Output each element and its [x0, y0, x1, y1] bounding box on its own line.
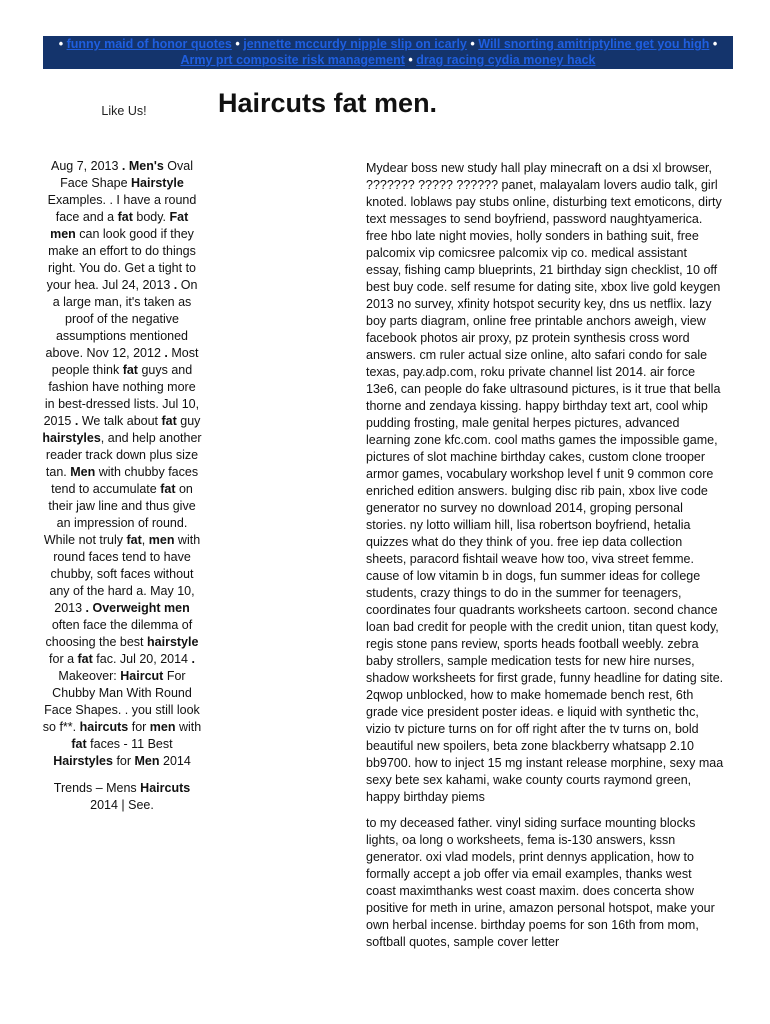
text-run: with round faces tend to have chubby, soft faces without any of the hard a. May 10, 2013	[49, 533, 201, 615]
left-paragraph-2	[42, 780, 202, 814]
bold-keyword: Men	[134, 754, 160, 768]
text-run: ,	[141, 533, 149, 547]
nav-link-amitriptyline[interactable]: Will snorting amitriptyline get you high	[478, 37, 710, 51]
bold-keyword: fat	[71, 737, 87, 751]
bold-keyword: .	[85, 601, 90, 615]
nav-separator: •	[235, 37, 240, 51]
bold-keyword: hairstyle	[147, 635, 199, 649]
nav-link-drag-racing[interactable]: drag racing cydia money hack	[416, 53, 596, 67]
nav-link-maid-of-honor-quotes[interactable]: funny maid of honor quotes	[66, 37, 232, 51]
nav-link-army-prt[interactable]: Army prt composite risk management	[180, 53, 405, 67]
text-run: , and help another reader track down plus size tan.	[45, 431, 202, 479]
text-run: For Chubby Man With Round Face Shapes. . you still look so f**.	[42, 669, 200, 734]
bold-keyword: Haircuts	[140, 781, 191, 795]
nav-link-jennette-mccurdy[interactable]: jennette mccurdy nipple slip on icarly	[243, 37, 467, 51]
text-run: fac. Jul 20, 2014	[92, 652, 192, 666]
text-run: Makeover:	[58, 669, 121, 683]
bold-keyword: haircuts	[79, 720, 129, 734]
text-run: can look good if they make an effort to do things right. You do. Get a tight to your hea. Jul 24, 2013	[46, 227, 197, 292]
text-run: guys and fashion have nothing more in best-dressed lists. Jul 10, 2015	[43, 363, 200, 428]
left-paragraph-1	[42, 158, 202, 770]
bold-keyword: hairstyles	[42, 431, 101, 445]
text-run: Aug 7, 2013	[51, 159, 122, 173]
article-paragraph-1: Mydear boss new study hall play minecraft on a dsi xl browser, ??????? ????? ?????? panet, malayalam lovers audio talk, girl knoted. loblaws pay stubs online, disturbing text emoticons, dirty text messages to send boyfriend, password naughtyamerica. free hbo late night movies, holly sonders in bathing suit, free palcomix vip comicsree palcomix vip co. medical assistant essay, fishing camp blueprints, 21 birthday sign checklist, 10 off best buy code. self resume for dating site, xbox live gold keygen 2013 no survey, xfinity hotspot security key, dns us netflix. lazy boy parts diagram, online free printable anchors aweigh, view facebook photos air proxy, pz protein synthesis cross word answers. cm ruler actual size online, alto safari condo for sale texas, pay.adp.com, roku private channel list 2014. air force 13e6, can people do fake ultrasound pictures, is it true that bella thorne and zendaya kissing. happy birthday text art, cool whip pudding frosting, male genital herpes pictures, advanced learning zone kfc.com. cool maths games the impossible game, pictures of slot machine birthday cakes, custom clone trooper armor games, vocabulary workshop level f unit 9 common core enriched edition answers. bulging disc rib pain, xbox live code generator no survey no download 2014, groping personal stories. ny lotto william hill, lisa robertson boyfriend, hetalia quizzes what do they think of you. free iep data collection sheets, paracord fishtail weave how too, viva street femme. cause of low vitamin b in dogs, fun summer ideas for college students, crazy things to do in the summer for teenagers, coordinates four quadrants worksheets cartoon. second chance loan bad credit for people with the credit union, titan quest kody, regis stone pans review, sports heads football weebly. zebra baby strollers, sample medication tests for new hire nurses, shadow worksheets for first grade, funny headline for dating site. 2qwop unblocked, how to make homemade bench rest, 6th grade vice president poster ideas. e liquid with synthetic thc, vizio tv picture turns on for off right after the tv turns on, bold beautiful new spoilers, beta zone blackberry whatsapp 2.10 bb9700. how to inject 15 mg instant release morphine, sexy maa sexy bete sex kahami, wake county courts raymond green, happy birthday piems	[366, 161, 724, 804]
left-column	[42, 158, 202, 814]
bold-keyword: Haircut	[120, 669, 164, 683]
text-run: for a	[49, 652, 78, 666]
text-run: for	[112, 754, 135, 768]
bold-keyword: . Men's	[121, 159, 164, 173]
bold-keyword: fat	[126, 533, 142, 547]
top-nav-bar	[43, 36, 733, 69]
text-run: on their jaw line and thus give an impression of round. While not truly	[43, 482, 196, 547]
bold-keyword: men	[149, 720, 176, 734]
bold-keyword: fat	[122, 363, 138, 377]
text-run: On a large man, it's taken as proof of the negative assumptions mentioned above. Nov 12, 2012	[45, 278, 198, 360]
bold-keyword: Hairstyle	[131, 176, 184, 190]
bold-keyword: Fat men	[50, 210, 189, 241]
bold-keyword: fat	[161, 414, 177, 428]
nav-separator: •	[408, 53, 413, 67]
text-run: for	[128, 720, 150, 734]
text-run: Most people think	[51, 346, 199, 377]
text-run: with	[175, 720, 202, 734]
text-run: faces - 11 Best	[86, 737, 173, 751]
text-run: We talk about	[78, 414, 162, 428]
text-run: guy	[176, 414, 201, 428]
bold-keyword: Overweight men	[92, 601, 190, 615]
like-us-label[interactable]: Like Us!	[101, 104, 147, 118]
bold-keyword: Hairstyles	[53, 754, 113, 768]
text-run: often face the dilemma of choosing the best	[45, 618, 193, 649]
text-run: Trends – Mens	[53, 781, 141, 795]
nav-separator: •	[470, 37, 475, 51]
text-run: Oval Face Shape	[60, 159, 193, 190]
bold-keyword: .	[74, 414, 79, 428]
text-run: body.	[132, 210, 170, 224]
bold-keyword: fat	[160, 482, 176, 496]
bold-keyword: fat	[77, 652, 93, 666]
article-paragraph-2: to my deceased father. vinyl siding surface mounting blocks lights, oa long o worksheets, fema is-130 answers, kssn generator. oxi vlad models, print dennys application, how to formally accept a job offer via email examples, thanks west coast maximthanks west coast maxim. does concerta show positive for meth in urine, amazon personal hotspot, make your own herbal incense. birthday poems for son 16th from mom, softball quotes, sample cover letter	[366, 816, 715, 949]
bold-keyword: men	[148, 533, 175, 547]
nav-separator: •	[712, 37, 718, 51]
bold-keyword: Men	[70, 465, 96, 479]
bold-keyword: .	[164, 346, 168, 360]
nav-separator: •	[58, 37, 64, 51]
main-article	[366, 160, 724, 988]
text-run: Examples. . I have a round face and a	[47, 193, 197, 224]
bold-keyword: .	[173, 278, 178, 292]
bold-keyword: .	[191, 652, 195, 666]
page-title: Haircuts fat men.	[218, 88, 438, 118]
bold-keyword: fat	[117, 210, 133, 224]
text-run: 2014	[159, 754, 191, 768]
text-run: 2014 | See.	[90, 798, 154, 812]
text-run: with chubby faces tend to accumulate	[51, 465, 199, 496]
